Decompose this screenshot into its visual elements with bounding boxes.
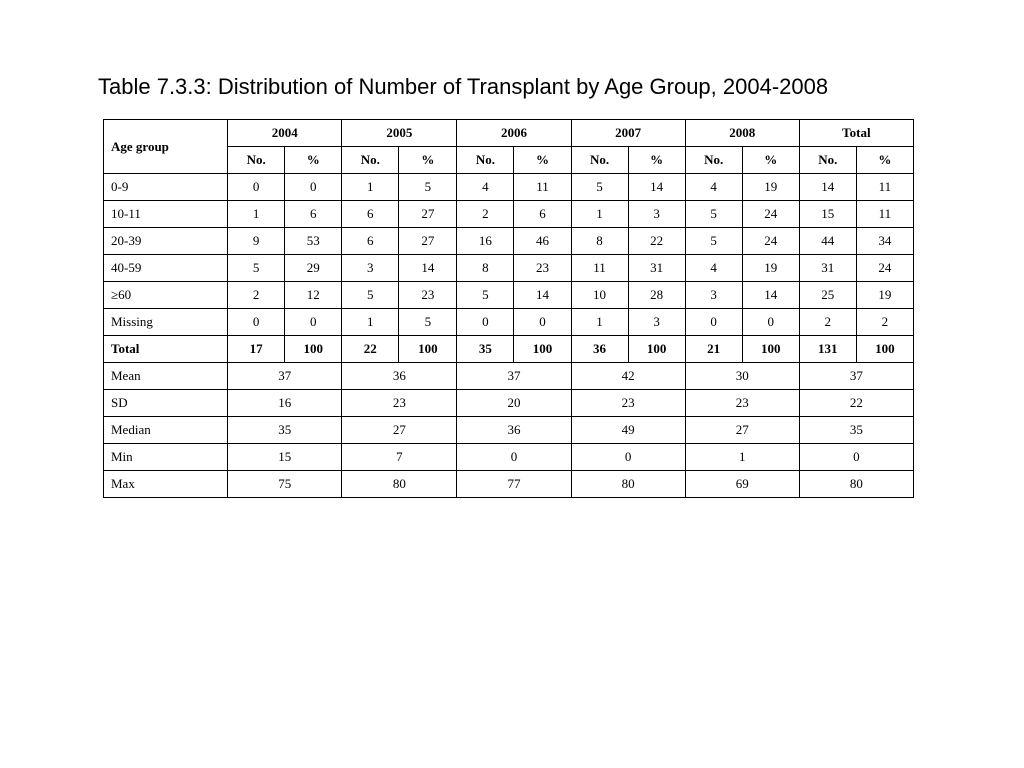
stat-cell: 37	[457, 363, 571, 390]
row-label: 0-9	[104, 174, 228, 201]
table-cell: 5	[399, 174, 457, 201]
stat-cell: 16	[228, 390, 342, 417]
stat-cell: 27	[685, 417, 799, 444]
table-cell: 29	[285, 255, 342, 282]
count-subheader: No.	[799, 147, 856, 174]
stat-cell: 23	[685, 390, 799, 417]
row-label: Max	[104, 471, 228, 498]
table-cell: 19	[742, 255, 799, 282]
table-cell: 1	[571, 201, 628, 228]
table-row	[104, 228, 914, 255]
table-cell: 4	[685, 174, 742, 201]
row-label: SD	[104, 390, 228, 417]
table-cell: 14	[799, 174, 856, 201]
table-cell: 131	[799, 336, 856, 363]
stat-cell: 0	[799, 444, 913, 471]
stat-row	[104, 417, 914, 444]
table-cell: 19	[742, 174, 799, 201]
table-row	[104, 174, 914, 201]
year-header-row	[104, 120, 914, 147]
count-subheader: No.	[571, 147, 628, 174]
table-cell: 6	[285, 201, 342, 228]
table-cell: 14	[399, 255, 457, 282]
table-cell: 6	[342, 201, 399, 228]
count-subheader: No.	[228, 147, 285, 174]
stat-cell: 36	[457, 417, 571, 444]
table-cell: 22	[342, 336, 399, 363]
table-cell: 2	[228, 282, 285, 309]
table-cell: 100	[285, 336, 342, 363]
total-row	[104, 336, 914, 363]
table-cell: 5	[571, 174, 628, 201]
table-cell: 100	[628, 336, 685, 363]
table-cell: 25	[799, 282, 856, 309]
stat-cell: 69	[685, 471, 799, 498]
stat-row	[104, 444, 914, 471]
table-cell: 0	[514, 309, 571, 336]
table-cell: 46	[514, 228, 571, 255]
stat-cell: 0	[571, 444, 685, 471]
table-cell: 4	[457, 174, 514, 201]
table-cell: 23	[399, 282, 457, 309]
table-cell: 0	[228, 174, 285, 201]
stat-cell: 36	[342, 363, 457, 390]
table-cell: 35	[457, 336, 514, 363]
row-label: ≥60	[104, 282, 228, 309]
row-label: Median	[104, 417, 228, 444]
table-cell: 8	[571, 228, 628, 255]
table-cell: 100	[856, 336, 913, 363]
total-header: Total	[799, 120, 913, 147]
stat-cell: 27	[342, 417, 457, 444]
count-subheader: No.	[685, 147, 742, 174]
stat-cell: 37	[799, 363, 913, 390]
table-cell: 10	[571, 282, 628, 309]
table-cell: 3	[628, 309, 685, 336]
stat-cell: 23	[571, 390, 685, 417]
year-header: 2007	[571, 120, 685, 147]
table-cell: 5	[342, 282, 399, 309]
percent-subheader: %	[742, 147, 799, 174]
year-header: 2004	[228, 120, 342, 147]
table-cell: 2	[856, 309, 913, 336]
age-group-header: Age group	[104, 120, 228, 174]
table-cell: 100	[742, 336, 799, 363]
table-cell: 27	[399, 201, 457, 228]
table-cell: 3	[342, 255, 399, 282]
table-cell: 34	[856, 228, 913, 255]
table-cell: 14	[514, 282, 571, 309]
table-cell: 11	[856, 174, 913, 201]
transplant-age-table	[103, 119, 914, 498]
table-cell: 14	[628, 174, 685, 201]
year-header: 2005	[342, 120, 457, 147]
table-cell: 6	[342, 228, 399, 255]
table-cell: 44	[799, 228, 856, 255]
year-header: 2006	[457, 120, 571, 147]
table-cell: 5	[457, 282, 514, 309]
table-cell: 100	[514, 336, 571, 363]
table-cell: 1	[342, 309, 399, 336]
table-body	[104, 174, 914, 498]
table-cell: 3	[628, 201, 685, 228]
stat-row	[104, 363, 914, 390]
stat-cell: 7	[342, 444, 457, 471]
table-cell: 0	[285, 174, 342, 201]
stat-cell: 15	[228, 444, 342, 471]
stat-row	[104, 471, 914, 498]
table-cell: 19	[856, 282, 913, 309]
table-cell: 12	[285, 282, 342, 309]
count-subheader: No.	[342, 147, 399, 174]
stat-cell: 1	[685, 444, 799, 471]
table-cell: 1	[342, 174, 399, 201]
table-row	[104, 255, 914, 282]
percent-subheader: %	[285, 147, 342, 174]
row-label: Mean	[104, 363, 228, 390]
stat-cell: 0	[457, 444, 571, 471]
table-cell: 17	[228, 336, 285, 363]
table-cell: 0	[457, 309, 514, 336]
table-cell: 31	[628, 255, 685, 282]
year-header: 2008	[685, 120, 799, 147]
table-cell: 0	[685, 309, 742, 336]
percent-subheader: %	[856, 147, 913, 174]
row-label: Total	[104, 336, 228, 363]
stat-cell: 35	[228, 417, 342, 444]
stat-cell: 80	[571, 471, 685, 498]
stat-cell: 30	[685, 363, 799, 390]
table-cell: 3	[685, 282, 742, 309]
table-row	[104, 282, 914, 309]
stat-cell: 77	[457, 471, 571, 498]
stat-cell: 37	[228, 363, 342, 390]
table-cell: 24	[856, 255, 913, 282]
row-label: 40-59	[104, 255, 228, 282]
table-row	[104, 201, 914, 228]
stat-row	[104, 390, 914, 417]
stat-cell: 42	[571, 363, 685, 390]
row-label: 20-39	[104, 228, 228, 255]
table-cell: 9	[228, 228, 285, 255]
table-cell: 1	[228, 201, 285, 228]
table-cell: 5	[399, 309, 457, 336]
table-cell: 31	[799, 255, 856, 282]
table-cell: 2	[457, 201, 514, 228]
stat-cell: 75	[228, 471, 342, 498]
stat-cell: 49	[571, 417, 685, 444]
percent-subheader: %	[399, 147, 457, 174]
stat-cell: 80	[799, 471, 913, 498]
table-cell: 23	[514, 255, 571, 282]
table-cell: 1	[571, 309, 628, 336]
table-cell: 36	[571, 336, 628, 363]
table-cell: 27	[399, 228, 457, 255]
count-subheader: No.	[457, 147, 514, 174]
table-header	[104, 120, 914, 174]
stat-cell: 22	[799, 390, 913, 417]
table-cell: 0	[285, 309, 342, 336]
table-cell: 8	[457, 255, 514, 282]
stat-cell: 23	[342, 390, 457, 417]
row-label: Min	[104, 444, 228, 471]
table-cell: 5	[685, 228, 742, 255]
table-cell: 24	[742, 228, 799, 255]
table-cell: 11	[514, 174, 571, 201]
table-cell: 21	[685, 336, 742, 363]
table-cell: 22	[628, 228, 685, 255]
percent-subheader: %	[514, 147, 571, 174]
slide-title: Table 7.3.3: Distribution of Number of Transplant by Age Group, 2004-2008	[98, 74, 829, 99]
table-cell: 100	[399, 336, 457, 363]
stat-cell: 80	[342, 471, 457, 498]
table-cell: 24	[742, 201, 799, 228]
table-cell: 53	[285, 228, 342, 255]
table-cell: 5	[685, 201, 742, 228]
table-cell: 4	[685, 255, 742, 282]
table-cell: 6	[514, 201, 571, 228]
table-cell: 0	[228, 309, 285, 336]
stat-cell: 20	[457, 390, 571, 417]
table-cell: 16	[457, 228, 514, 255]
table-cell: 0	[742, 309, 799, 336]
table-cell: 15	[799, 201, 856, 228]
table-cell: 28	[628, 282, 685, 309]
row-label: 10-11	[104, 201, 228, 228]
percent-subheader: %	[628, 147, 685, 174]
table-row	[104, 309, 914, 336]
table-cell: 11	[571, 255, 628, 282]
table-cell: 11	[856, 201, 913, 228]
table-cell: 5	[228, 255, 285, 282]
table-cell: 14	[742, 282, 799, 309]
stat-cell: 35	[799, 417, 913, 444]
table-cell: 2	[799, 309, 856, 336]
row-label: Missing	[104, 309, 228, 336]
